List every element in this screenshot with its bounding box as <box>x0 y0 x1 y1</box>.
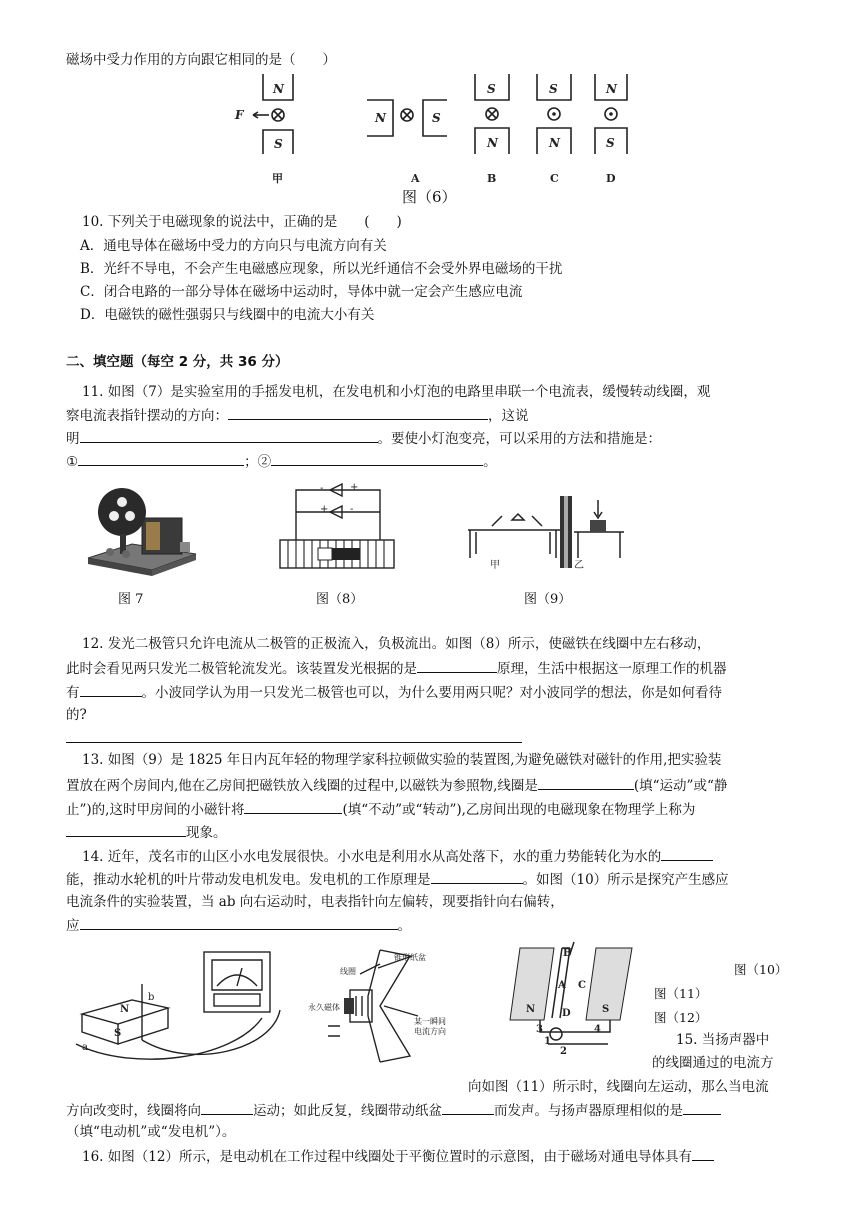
q11-l4b: ；② <box>244 454 272 470</box>
q14-l2a: 能，推动水轮机的叶片带动发电机发电。发电机的工作原理是 <box>66 872 431 888</box>
fig10-a: a <box>82 1042 88 1053</box>
q13-l4b: 现象。 <box>186 825 227 841</box>
figure-10-induction-apparatus <box>72 940 288 1074</box>
q15-l5: （填“电动机”或“发电机”）。 <box>66 1124 236 1140</box>
fig6-gamma-label: 甲 <box>272 172 283 185</box>
q11-l4c: 。 <box>483 454 497 470</box>
figure-11-speaker <box>300 946 450 1066</box>
fig6-gamma-top: N <box>273 82 284 96</box>
q13-l2a: 置放在两个房间内,他在乙房间把磁铁放入线圈的过程中,以磁铁为参照物,线圈是 <box>66 778 538 794</box>
q15-l4a: 方向改变时，线圈将向 <box>66 1103 201 1119</box>
figure-8-coil-leds <box>272 482 402 582</box>
q14-l3: 电流条件的实验装置，当 ab 向右运动时，电表指针向左偏转，现要指针向右偏转， <box>66 894 564 910</box>
q13-blank-2[interactable] <box>244 799 342 814</box>
fig6-a-right: S <box>432 111 441 125</box>
q15-blank-1[interactable] <box>201 1100 253 1115</box>
fig12-label-1: 1 <box>544 1036 551 1047</box>
fig6-b-bottom: N <box>487 136 498 150</box>
q12-line1: 12. 发光二极管只允许电流从二极管的正极流入，负极流出。如图（8）所示，使磁铁在线圈中左右移动， <box>82 636 711 652</box>
fig6-d-bottom: S <box>606 136 615 150</box>
fig6-d-top: N <box>606 82 617 96</box>
figure-6 <box>225 72 645 192</box>
q12-answer-line[interactable] <box>66 742 522 743</box>
q11-blank-4[interactable] <box>271 451 483 466</box>
q15-s1: 15. 当扬声器中 <box>676 1032 770 1048</box>
fig12-label-s: S <box>602 1004 610 1015</box>
q16-blank-1[interactable] <box>692 1146 714 1161</box>
fig12-label-a: A <box>558 980 566 991</box>
fig6-c-label: C <box>550 172 559 185</box>
q15-l4c: 而发声。与扬声器原理相似的是 <box>494 1103 683 1119</box>
q12-l3b: 。小波同学认为用一只发光二极管也可以，为什么要用两只呢？对小波同学的想法，你是如何看待 <box>141 685 722 701</box>
figure-9-colladon-rooms <box>462 486 628 576</box>
q14-blank-2[interactable] <box>431 869 523 884</box>
svg-text:-: - <box>320 483 324 494</box>
q11-blank-3[interactable] <box>78 451 244 466</box>
fig10-caption: 图（10） <box>734 962 788 977</box>
fig12-label-d: D <box>562 1008 571 1019</box>
fig11-cone-label: 锥形纸盆 <box>394 953 426 962</box>
q11-l2a: 察电流表指针摆动的方向： <box>66 408 228 424</box>
q13-l2b: (填“运动”或“静 <box>633 778 728 794</box>
q13-l3a: 止”)的,这时甲房间的小磁针将 <box>66 802 245 818</box>
q14-l4b: 。 <box>397 918 411 934</box>
section-2-heading: 二、填空题（每空 2 分，共 36 分） <box>66 354 289 370</box>
svg-text:+: + <box>350 482 359 493</box>
fig11-caption: 图（11） <box>654 986 708 1001</box>
fig12-label-4: 4 <box>594 1024 601 1035</box>
fig12-label-c: C <box>578 980 586 991</box>
q15-s2: 的线圈通过的电流方 <box>652 1055 774 1071</box>
q13-blank-3[interactable] <box>66 822 186 837</box>
q15-l4b: 运动；如此反复，线圈带动纸盆 <box>253 1103 442 1119</box>
q14-l2b: 。如图（10）所示是探究产生感应 <box>522 872 729 888</box>
figure-12-motor <box>508 940 648 1064</box>
q12-l4: 的? <box>66 707 87 723</box>
q12-blank-1[interactable] <box>417 658 497 673</box>
q11-l4a: ① <box>66 454 79 470</box>
q13-blank-1[interactable] <box>538 775 634 790</box>
fig6-gamma-bottom: S <box>274 137 283 151</box>
figure-7-hand-generator <box>82 484 200 580</box>
fig6-a-label: A <box>411 172 420 185</box>
q11-line1: 11. 如图（7）是实验室用的手摇发电机，在发电机和小灯泡的电路里串联一个电流表，缓慢转动线圈，观 <box>82 384 711 400</box>
fig7-caption: 图 7 <box>118 592 144 607</box>
q13-l3b: (填“不动”或“转动”),乙房间出现的电磁现象在物理学上称为 <box>342 802 696 818</box>
fig12-label-n: N <box>526 1004 536 1015</box>
q15-blank-2[interactable] <box>442 1100 494 1115</box>
fig9-room-a: 甲 <box>490 560 500 571</box>
q12-l3a: 有 <box>66 685 80 701</box>
q14-blank-3[interactable] <box>80 915 398 930</box>
fig11-magnet-label: 永久磁体 <box>308 1003 340 1012</box>
fig8-caption: 图（8） <box>316 592 364 607</box>
fig10-n: N <box>120 1004 130 1015</box>
fig12-caption: 图（12） <box>654 1010 708 1025</box>
q12-l2b: 原理，生活中根据这一原理工作的机器 <box>497 661 727 677</box>
q13-line1: 13. 如图（9）是 1825 年日内瓦年轻的物理学家科拉顿做实验的装置图,为避免磁铁对磁针的作用,把实验装 <box>82 752 722 768</box>
fig6-d-label: D <box>606 172 616 185</box>
q12-blank-2[interactable] <box>80 682 142 697</box>
fig6-c-top: S <box>549 82 558 96</box>
q10-stem: 10. 下列关于电磁现象的说法中，正确的是 ( ) <box>82 214 402 230</box>
svg-text:+: + <box>320 504 329 515</box>
fig6-b-label: B <box>487 172 497 185</box>
q15-blank-3[interactable] <box>683 1100 721 1115</box>
q16-l1: 16. 如图（12）所示，是电动机在工作过程中线圈处于平衡位置时的示意图，由于磁场对通电导体具有 <box>82 1149 692 1165</box>
fig11-current-label: 某一瞬间 <box>414 1017 446 1026</box>
fig11-coil-label: 线圈 <box>340 967 356 976</box>
q12-l2a: 此时会看见两只发光二极管轮流发光。该装置发光根据的是 <box>66 661 417 677</box>
fig10-s: S <box>114 1028 122 1039</box>
fig12-label-b: B <box>563 948 572 959</box>
fig12-label-2: 2 <box>560 1046 567 1057</box>
q10-option-a: A．通电导体在磁场中受力的方向只与电流方向有关 <box>80 238 387 254</box>
fig11-current-label-2: 电流方向 <box>414 1027 446 1036</box>
q14-l1a: 14. 近年，茂名市的山区小水电发展很快。小水电是利用水从高处落下，水的重力势能转化为水的 <box>82 849 662 865</box>
svg-text:-: - <box>350 504 354 515</box>
q11-l3a: 明 <box>66 431 80 447</box>
q15-l3: 向如图（11）所示时，线圈向左运动，那么当电流 <box>468 1079 769 1095</box>
q11-blank-2[interactable] <box>80 428 378 443</box>
q14-blank-1[interactable] <box>661 846 713 861</box>
fig6-force-label: F <box>235 108 244 122</box>
q9-tail: 磁场中受力作用的方向跟它相同的是（ ） <box>66 52 336 68</box>
fig6-a-left: N <box>375 111 386 125</box>
q10-option-c: C．闭合电路的一部分导体在磁场中运动时，导体中就一定会产生感应电流 <box>80 284 523 300</box>
fig10-b: b <box>148 992 155 1003</box>
q14-l4a: 应 <box>66 918 80 934</box>
q11-l3b: 。要使小灯泡变亮，可以采用的方法和措施是： <box>377 431 661 447</box>
fig6-b-top: S <box>487 82 496 96</box>
fig9-room-b: 乙 <box>574 560 584 571</box>
q10-option-d: D．电磁铁的磁性强弱只与线圈中的电流大小有关 <box>80 307 375 323</box>
q11-blank-1[interactable] <box>228 405 488 420</box>
q11-l2b: ，这说 <box>488 408 529 424</box>
q10-option-b: B．光纤不导电，不会产生电磁感应现象，所以光纤通信不会受外界电磁场的干扰 <box>80 261 563 277</box>
fig9-caption: 图（9） <box>524 592 572 607</box>
fig12-label-3: 3 <box>536 1024 543 1035</box>
fig6-c-bottom: N <box>549 136 560 150</box>
fig6-caption: 图（6） <box>402 188 457 206</box>
